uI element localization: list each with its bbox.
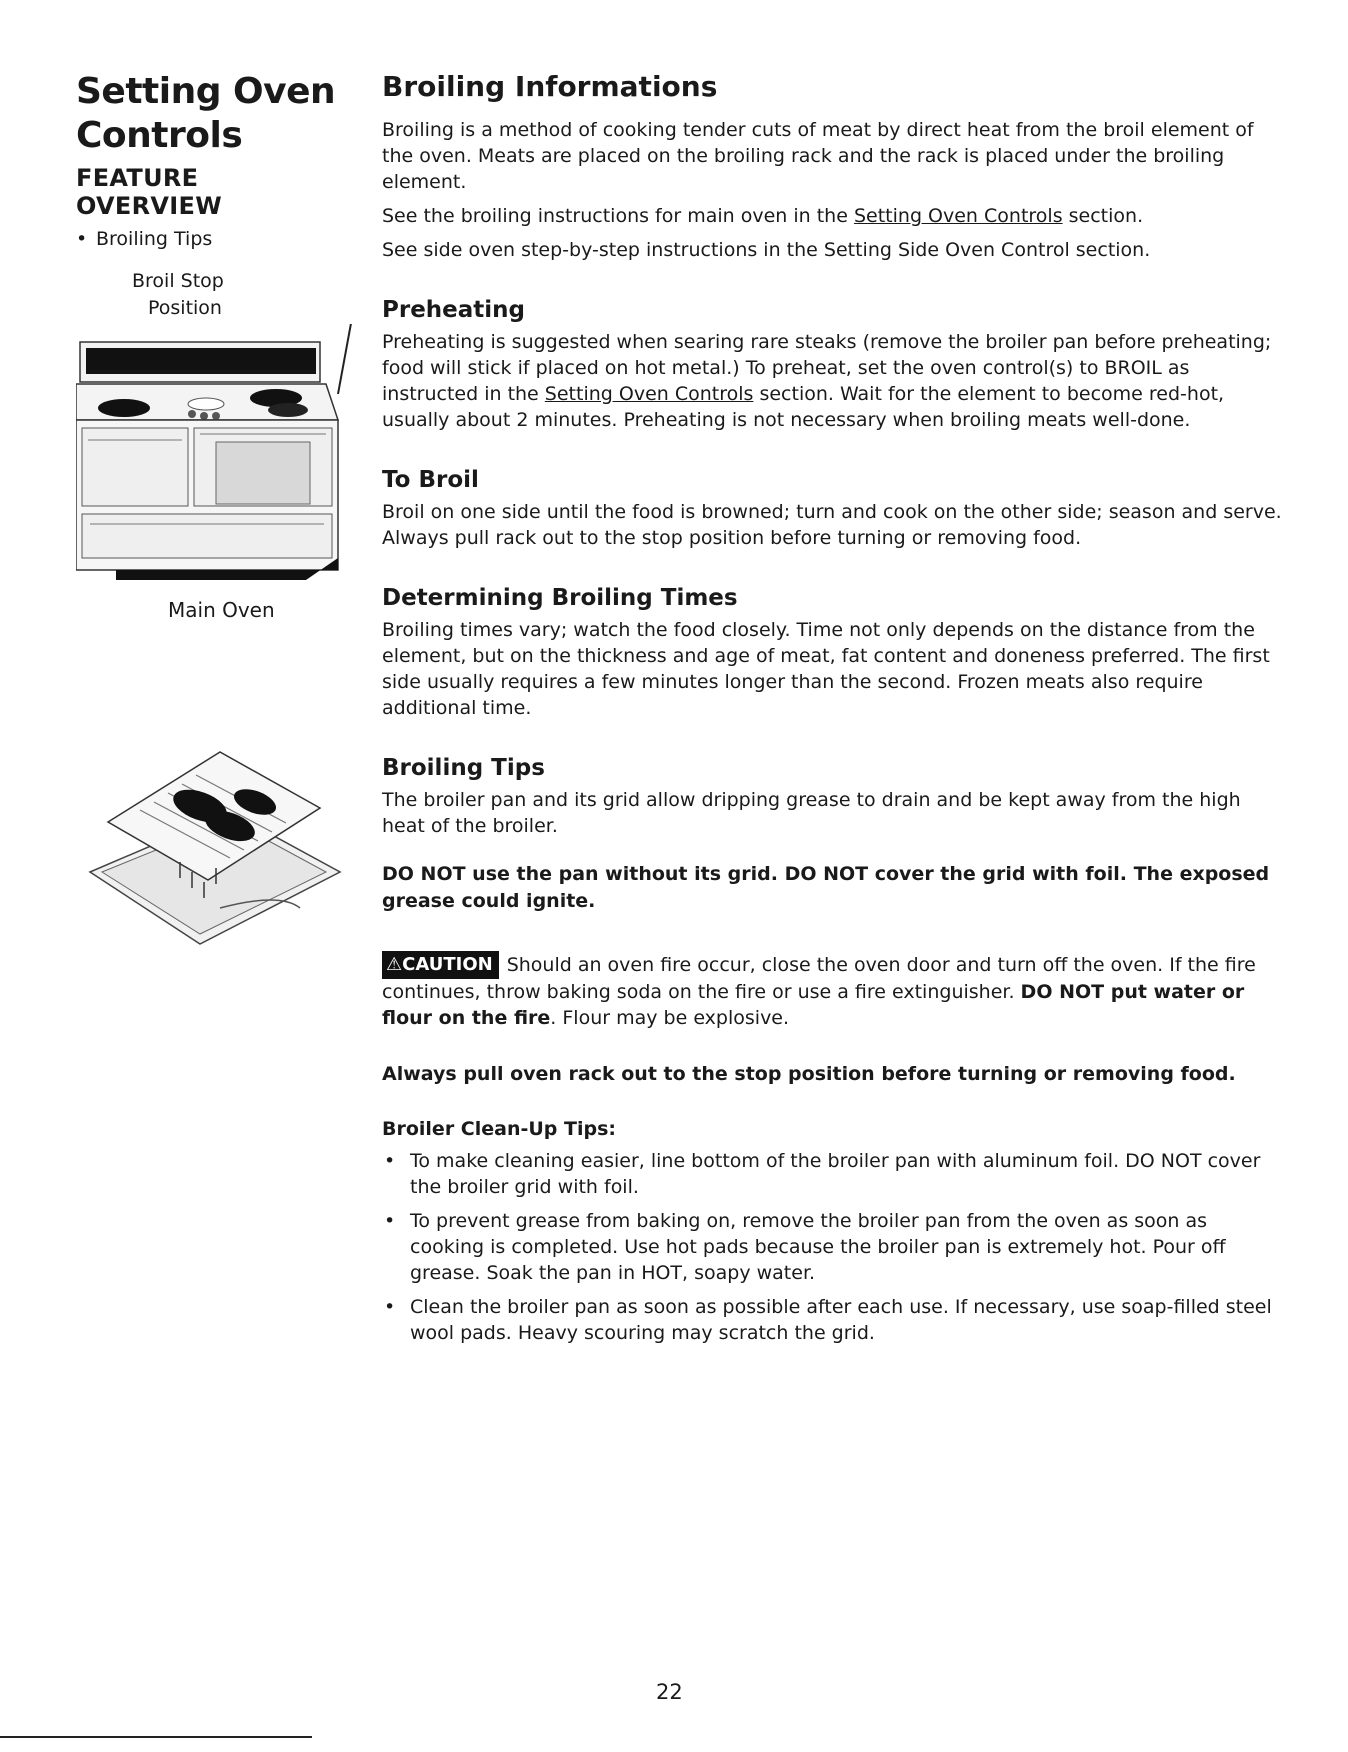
bullet-dot: • [384,1296,396,1318]
broil-stop-label-line2: Position [148,297,222,319]
to-broil-section [382,467,1282,551]
feature-bullet-text: Broiling Tips [96,228,213,250]
bullet-dot: • [76,228,88,250]
broiler-pan-drawing [80,722,350,952]
main-oven-caption: Main Oven [168,598,275,622]
broiling-tips-paragraph: The broiler pan and its grid allow dripping grease to drain and be kept away from the high heat of the broiler. [382,789,1241,837]
preheating-text-suffix: section. Wait for the element to become red-hot, usually about 2 minutes. Preheating is not necessary when broiling meats well-done. [382,383,1225,431]
broiling-times-paragraph: Broiling times vary; watch the food closely. Time not only depends on the distance from the element, but on the thickness and age of meat, fat content and doneness preferred. The first side usually requires a few minutes longer than the second. Frozen meats also require additional time. [382,619,1270,719]
footer-rule [0,1736,312,1738]
broiling-tips-heading: Broiling Tips [382,755,545,781]
preheating-section [382,297,1282,433]
see-side-oven-paragraph: See side oven step-by-step instructions in the Setting Side Oven Control section. [382,239,1151,261]
list-item [382,1148,1282,1200]
bullet-dot: • [384,1150,396,1172]
preheating-paragraph [382,329,1282,433]
intro-paragraph: Broiling is a method of cooking tender cuts of meat by direct heat from the broil element of the oven. Meats are placed on the broiling rack and the rack is placed under the broiling element. [382,119,1254,193]
always-pull-text: Always pull oven rack out to the stop position before turning or removing food. [382,1063,1236,1085]
to-broil-heading: To Broil [382,467,479,493]
preheating-heading: Preheating [382,297,526,323]
list-item [382,1208,1282,1286]
caution-badge-text: CAUTION [402,954,493,975]
broil-stop-label [76,268,346,322]
feature-bullet [76,228,346,250]
section-title: Setting Oven Controls [76,71,336,156]
caution-bold-text: DO NOT put water or flour on the fire [382,981,1245,1029]
warning-triangle-icon: ⚠ [386,954,403,975]
list-item [382,1294,1282,1346]
broil-stop-label-line1: Broil Stop [132,270,224,292]
cleanup-section [382,1118,1282,1346]
bullet-dot: • [384,1210,396,1232]
feature-overview-heading: FEATURE OVERVIEW [76,164,222,220]
cleanup-item-text: To make cleaning easier, line bottom of the broiler pan with aluminum foil. DO NOT cover the broiler grid with foil. [410,1150,1261,1198]
caution-section [382,951,1282,1031]
page-number: 22 [656,1680,683,1704]
broiling-times-heading: Determining Broiling Times [382,585,738,611]
caution-text-1: Should an oven fire occur, close the oven door and turn off the oven. If the fire continues, throw baking soda on the fire or use a fire extinguisher. [382,954,1256,1003]
grid-warning [382,861,1282,915]
cleanup-item-text: Clean the broiler pan as soon as possible after each use. If necessary, use soap-filled steel wool pads. Heavy scouring may scratch the grid. [410,1296,1272,1344]
cleanup-heading: Broiler Clean-Up Tips: [382,1118,617,1140]
broiling-times-section [382,585,1282,721]
preheating-text-prefix: Preheating is suggested when searing rare steaks (remove the broiler pan before preheating; food will stick if placed on hot metal.) To preheat, set the oven control(s) to BROIL as instructed in the [382,331,1272,405]
cleanup-list [382,1148,1282,1346]
see-prefix: See the broiling instructions for main oven in the [382,205,854,227]
broiling-informations-heading: Broiling Informations [382,70,718,103]
preheating-setting-oven-controls-link[interactable]: Setting Oven Controls [544,383,754,405]
see-suffix: section. [1062,205,1144,227]
to-broil-paragraph: Broil on one side until the food is browned; turn and cook on the other side; season and serve. Always pull rack out to the stop position before turning or removing food. [382,501,1282,549]
caution-text-2: . Flour may be explosive. [550,1007,790,1029]
sidebar [76,70,346,956]
see-instructions-paragraph [382,203,1282,229]
grid-warning-text: DO NOT use the pan without its grid. DO NOT cover the grid with foil. The exposed grease could ignite. [382,863,1270,912]
caution-paragraph [382,951,1282,1031]
setting-oven-controls-link[interactable]: Setting Oven Controls [853,205,1063,227]
cleanup-item-text: To prevent grease from baking on, remove the broiler pan from the oven as soon as cooking is completed. Use hot pads because the broiler pan is extremely hot. Pour off grease. Soak the pan in HOT, soapy water. [410,1210,1226,1284]
main-oven-illustration [76,324,346,622]
broiler-pan-illustration [80,722,346,956]
range-drawing [76,324,366,594]
main-content [382,70,1282,1354]
always-pull-notice [382,1061,1282,1088]
caution-badge [382,951,499,979]
broiling-tips-section [382,755,1282,839]
